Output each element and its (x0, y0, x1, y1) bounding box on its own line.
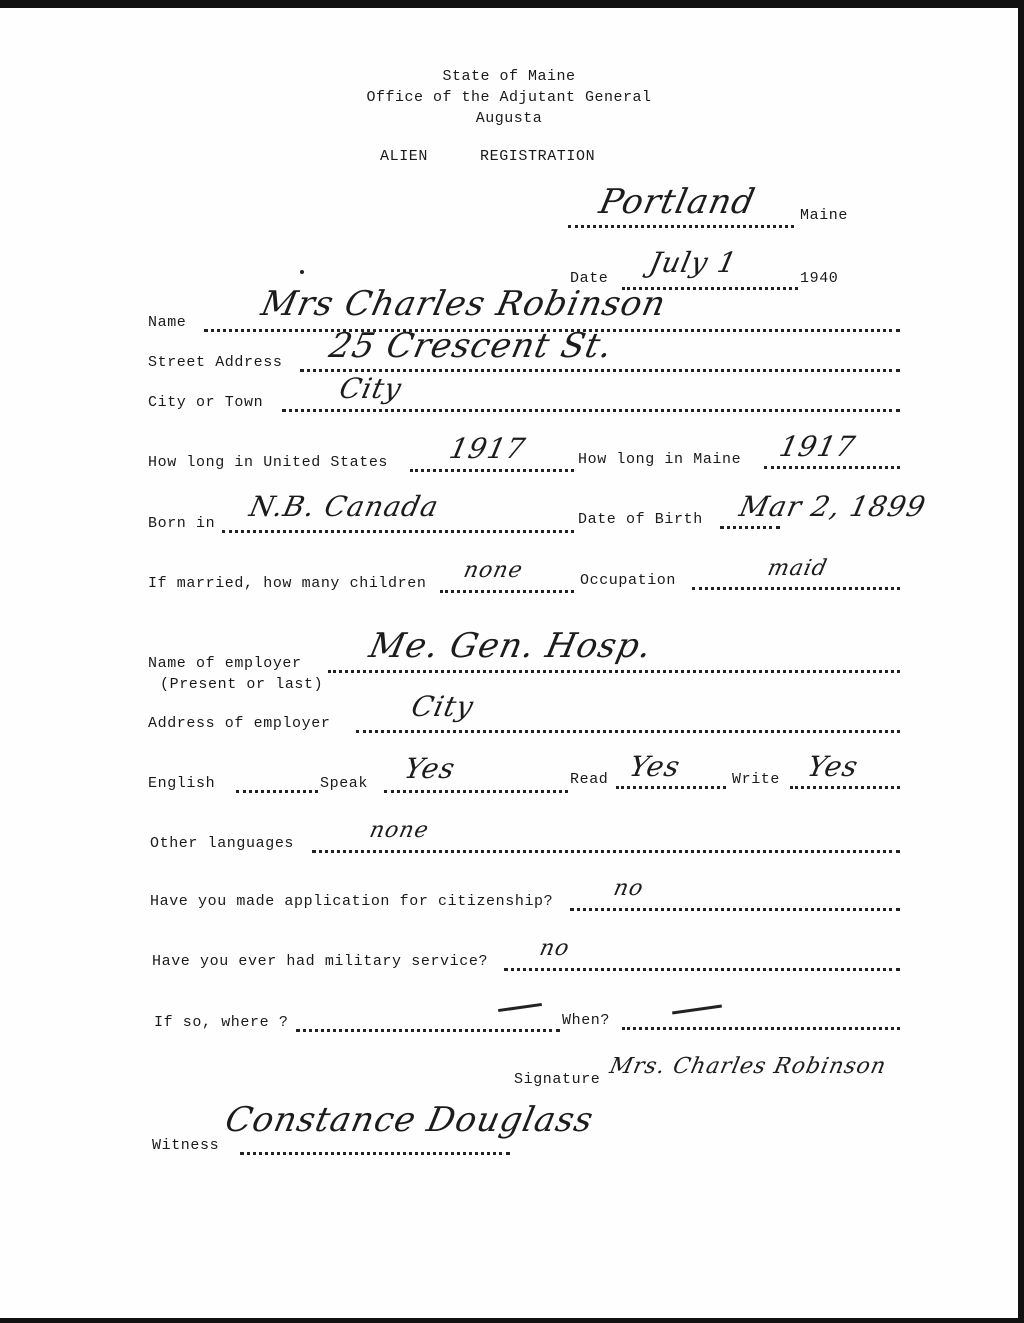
other-languages-label: Other languages (150, 835, 295, 852)
city-dots (282, 406, 900, 412)
other-languages-dots (312, 847, 900, 853)
employer-address-label: Address of employer (148, 715, 331, 732)
dob-dots (720, 523, 780, 529)
read-handwritten: Yes (626, 750, 684, 783)
employer-label: Name of employer (148, 655, 302, 672)
employer-dots (328, 667, 900, 673)
signature-label: Signature (514, 1071, 601, 1088)
read-dots (616, 783, 726, 789)
citizenship-handwritten: no (611, 876, 647, 901)
in-us-dots (410, 466, 574, 472)
children-label: If married, how many children (148, 575, 427, 592)
witness-dots (240, 1149, 510, 1155)
born-in-dots (222, 527, 574, 533)
employer-sublabel: (Present or last) (160, 676, 324, 693)
place-handwritten: Portland (595, 182, 759, 222)
where-dots (296, 1026, 560, 1032)
name-handwritten: Mrs Charles Robinson (257, 284, 670, 324)
scan-edge-right (1018, 0, 1024, 1323)
signature-handwritten: Mrs. Charles Robinson (607, 1054, 889, 1079)
when-label: When? (562, 1012, 611, 1029)
military-handwritten: no (537, 936, 573, 961)
dob-handwritten: Mar 2, 1899 (736, 490, 930, 523)
witness-handwritten: Constance Douglass (221, 1100, 598, 1140)
witness-label: Witness (152, 1137, 220, 1154)
header-state: State of Maine (442, 68, 576, 85)
date-label: Date (570, 270, 609, 287)
write-dots (790, 783, 900, 789)
military-label: Have you ever had military service? (152, 953, 489, 970)
scan-edge-bottom (0, 1318, 1024, 1323)
english-dots (236, 787, 318, 793)
when-dots (622, 1024, 900, 1030)
street-handwritten: 25 Crescent St. (325, 326, 617, 366)
children-dots (440, 587, 574, 593)
employer-address-handwritten: City (408, 690, 477, 723)
military-dots (504, 965, 900, 971)
employer-address-dots (356, 727, 900, 733)
speak-dots (384, 787, 568, 793)
title-alien: ALIEN (380, 148, 429, 165)
in-us-label: How long in United States (148, 454, 389, 471)
where-label: If so, where ? (154, 1014, 289, 1031)
occupation-dots (692, 584, 900, 590)
date-handwritten: July 1 (646, 246, 741, 279)
name-label: Name (148, 314, 187, 331)
header-city: Augusta (475, 110, 543, 127)
in-maine-dots (764, 463, 900, 469)
english-label: English (148, 775, 216, 792)
speak-handwritten: Yes (401, 752, 459, 785)
occupation-label: Occupation (580, 572, 677, 589)
born-in-label: Born in (148, 515, 216, 532)
title-registration: REGISTRATION (480, 148, 596, 165)
city-label: City or Town (148, 394, 264, 411)
citizenship-dots (570, 905, 900, 911)
other-languages-handwritten: none (367, 818, 432, 843)
scan-edge-top (0, 0, 1024, 8)
write-handwritten: Yes (804, 750, 862, 783)
when-dash-mark (672, 1005, 722, 1015)
speak-label: Speak (320, 775, 369, 792)
place-dots (568, 222, 794, 228)
read-label: Read (570, 771, 609, 788)
header-office: Office of the Adjutant General (366, 89, 652, 106)
citizenship-label: Have you made application for citizenship? (150, 893, 554, 910)
dob-label: Date of Birth (578, 511, 703, 528)
children-handwritten: none (461, 558, 526, 583)
place-suffix: Maine (800, 207, 849, 224)
employer-handwritten: Me. Gen. Hosp. (365, 626, 656, 666)
in-maine-label: How long in Maine (578, 451, 742, 468)
street-label: Street Address (148, 354, 283, 371)
born-in-handwritten: N.B. Canada (246, 490, 442, 523)
speck-mark (300, 270, 304, 274)
write-label: Write (732, 771, 781, 788)
date-year: 1940 (800, 270, 839, 287)
city-handwritten: City (336, 372, 405, 405)
in-maine-handwritten: 1917 (776, 430, 859, 463)
occupation-handwritten: maid (765, 556, 830, 581)
where-dash-mark (498, 1003, 542, 1012)
in-us-handwritten: 1917 (446, 432, 529, 465)
